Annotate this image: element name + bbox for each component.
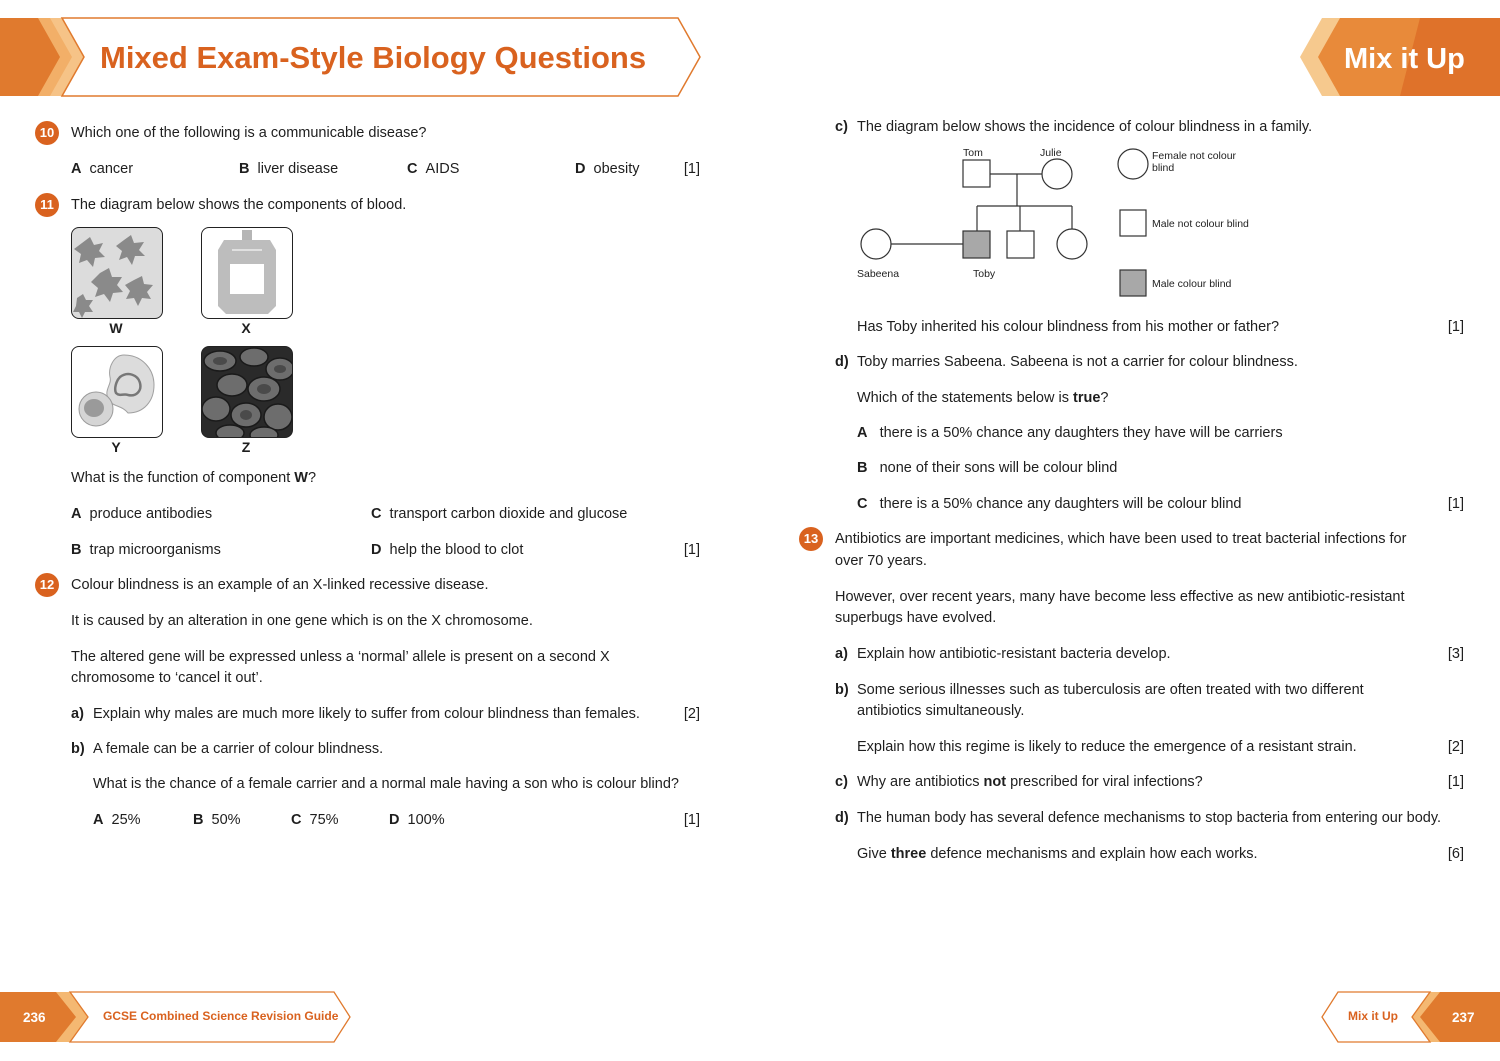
footer-title-left: GCSE Combined Science Revision Guide — [103, 1009, 339, 1023]
option: A there is a 50% chance any daughters they have will be carriers — [857, 425, 1283, 441]
part-text: A female can be a carrier of colour blindness. — [93, 741, 384, 757]
question-number-badge: 13 — [799, 527, 823, 551]
option: D 100% — [389, 812, 445, 828]
marks: [6] — [1447, 846, 1464, 862]
key-male-colour-blind: Male colour blind — [1152, 278, 1232, 290]
option: C transport carbon dioxide and glucose — [371, 506, 628, 522]
part-text: Has Toby inherited his colour blindness from his mother or father? — [857, 319, 1280, 335]
option: B trap microorganisms — [71, 542, 221, 558]
pedigree-name-toby: Toby — [973, 268, 996, 280]
marks: [1] — [1447, 774, 1464, 790]
question-text: Colour blindness is an example of an X-linked recessive disease. — [71, 577, 489, 593]
question-text: Antibiotics are important medicines, which have been used to treat bacterial infections for — [835, 531, 1407, 547]
marks: [3] — [1447, 646, 1464, 662]
marks: [1] — [1447, 319, 1464, 335]
pedigree-name-julie: Julie — [1040, 147, 1062, 159]
question-text: The altered gene will be expressed unless a ‘normal’ allele is present on a second X — [71, 649, 610, 665]
question-text: What is the function of component W? — [71, 470, 317, 486]
red-blood-cells-illustration — [202, 347, 292, 437]
image-label-x: X — [241, 320, 251, 336]
question-text: over 70 years. — [835, 553, 927, 569]
part-text: The human body has several defence mechanisms to stop bacteria from entering our body. — [857, 810, 1442, 826]
part-label: d) — [835, 354, 849, 370]
platelets-illustration — [72, 228, 162, 318]
marks: [2] — [1447, 739, 1464, 755]
option: D help the blood to clot — [371, 542, 524, 558]
part-label: a) — [71, 706, 84, 722]
footer-title-right: Mix it Up — [1348, 1009, 1398, 1023]
question-number-badge: 12 — [35, 573, 59, 597]
question-number-badge: 10 — [35, 121, 59, 145]
question-text: chromosome to ‘cancel it out’. — [71, 670, 263, 686]
part-label: b) — [835, 682, 849, 698]
question-text: It is caused by an alteration in one gene which is on the X chromosome. — [71, 613, 533, 629]
marks: [2] — [683, 706, 700, 722]
part-label: c) — [835, 119, 848, 135]
blood-component-image-y — [71, 346, 163, 438]
plasma-bag-illustration — [202, 228, 292, 318]
part-text: Toby marries Sabeena. Sabeena is not a carrier for colour blindness. — [857, 354, 1298, 370]
option: C 75% — [291, 812, 339, 828]
option: C AIDS — [407, 161, 460, 177]
part-text: antibiotics simultaneously. — [857, 703, 1025, 719]
image-label-w: W — [109, 320, 123, 336]
part-label: a) — [835, 646, 848, 662]
option: B 50% — [193, 812, 241, 828]
pedigree-name-tom: Tom — [963, 147, 983, 159]
blood-component-image-x — [201, 227, 293, 319]
key-male-not-colour-blind: Male not colour blind — [1152, 218, 1249, 230]
question-text: The diagram below shows the components of blood. — [71, 197, 407, 213]
marks: [1] — [683, 161, 700, 177]
image-label-y: Y — [111, 439, 121, 455]
section-tab-title: Mix it Up — [1344, 43, 1465, 75]
question-number-badge: 11 — [35, 193, 59, 217]
marks: [1] — [1447, 496, 1464, 512]
option: A 25% — [93, 812, 141, 828]
part-text: The diagram below shows the incidence of colour blindness in a family. — [857, 119, 1313, 135]
part-text: Explain how this regime is likely to reduce the emergence of a resistant strain. — [857, 739, 1357, 755]
part-text: Which of the statements below is true? — [857, 390, 1109, 406]
part-label: d) — [835, 810, 849, 826]
option: C there is a 50% chance any daughters will be colour blind — [857, 496, 1242, 512]
blood-component-image-z — [201, 346, 293, 438]
pedigree-name-sabeena: Sabeena — [857, 268, 900, 280]
page-number-left: 236 — [23, 1010, 46, 1025]
page-title: Mixed Exam-Style Biology Questions — [100, 40, 647, 75]
option: B none of their sons will be colour blind — [857, 460, 1118, 476]
part-text: Explain why males are much more likely to suffer from colour blindness than females. — [93, 706, 640, 722]
question-text: However, over recent years, many have become less effective as new antibiotic-resistant — [835, 589, 1405, 605]
page-number-right: 237 — [1452, 1010, 1475, 1025]
blood-component-image-w — [71, 227, 163, 319]
part-label: c) — [835, 774, 848, 790]
image-label-z: Z — [241, 439, 251, 455]
part-text: Explain how antibiotic-resistant bacteria develop. — [857, 646, 1171, 662]
option: A produce antibodies — [71, 506, 213, 522]
part-label: b) — [71, 741, 85, 757]
part-text: Give three defence mechanisms and explain how each works. — [857, 846, 1258, 862]
marks: [1] — [683, 542, 700, 558]
key-female-not-colour-blind: Female not colour blind — [1152, 150, 1237, 174]
part-text: Why are antibiotics not prescribed for viral infections? — [857, 774, 1203, 790]
question-text: superbugs have evolved. — [835, 610, 997, 626]
part-text: Some serious illnesses such as tuberculosis are often treated with two different — [857, 682, 1364, 698]
option: A cancer — [71, 161, 134, 177]
white-blood-cells-illustration — [72, 347, 162, 437]
option: B liver disease — [239, 161, 339, 177]
marks: [1] — [683, 812, 700, 828]
part-text: What is the chance of a female carrier and a normal male having a son who is colour blind? — [93, 776, 679, 792]
question-text: Which one of the following is a communicable disease? — [71, 125, 427, 141]
option: D obesity — [575, 161, 640, 177]
